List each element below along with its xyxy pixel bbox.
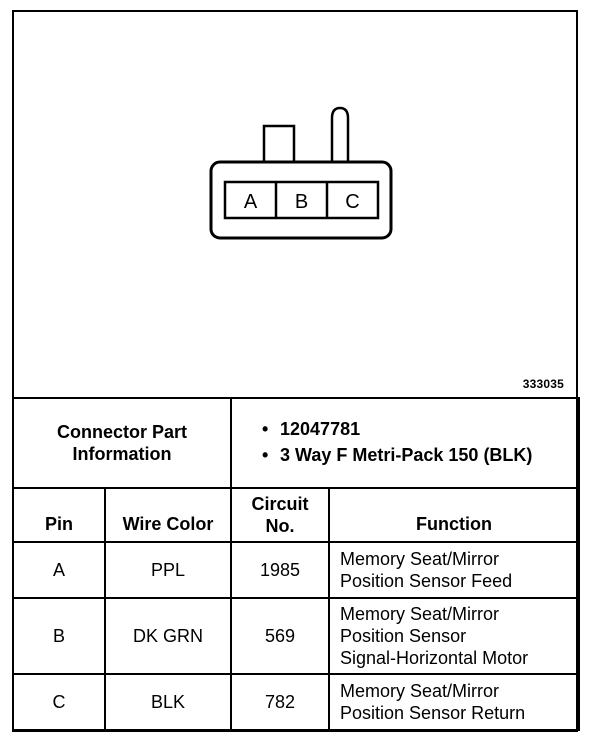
wire-color-header: Wire Color: [105, 488, 231, 542]
table-row: [13, 542, 579, 598]
table-row: [13, 674, 579, 730]
figure-number: 333035: [522, 377, 564, 391]
table-row: [13, 598, 579, 674]
circuit-cell: 569: [231, 598, 329, 674]
header-row: [13, 488, 579, 542]
cavity-label-c: C: [345, 191, 360, 213]
connector-illustration: [14, 12, 576, 398]
part-number: • 12047781: [262, 418, 572, 440]
cavity-label-a: A: [243, 191, 258, 213]
pin-cell: B: [13, 598, 105, 674]
diagram-frame: [12, 10, 578, 732]
connector-type: • 3 Way F Metri-Pack 150 (BLK): [262, 444, 572, 466]
function-cell: Memory Seat/Mirror Position Sensor Signal-Horizontal Motor: [329, 598, 579, 674]
part-info-row: [13, 398, 579, 488]
pin-cell: A: [13, 542, 105, 598]
circuit-cell: 1985: [231, 542, 329, 598]
wire-color-cell: DK GRN: [105, 598, 231, 674]
connector-key-tab: [264, 126, 294, 162]
part-info-label: Connector Part Information: [13, 398, 231, 488]
wire-color-cell: BLK: [105, 674, 231, 730]
cavity-label-b: B: [294, 191, 309, 213]
circuit-cell: 782: [231, 674, 329, 730]
pin-header: Pin: [13, 488, 105, 542]
function-cell: Memory Seat/Mirror Position Sensor Return: [329, 674, 579, 730]
circuit-header: Circuit No.: [231, 488, 329, 542]
function-cell: Memory Seat/Mirror Position Sensor Feed: [329, 542, 579, 598]
pinout-table: [12, 397, 580, 731]
pin-cell: C: [13, 674, 105, 730]
wire-color-cell: PPL: [105, 542, 231, 598]
connector-lock-tab: [332, 108, 348, 162]
part-info-list: [231, 398, 579, 488]
function-header: Function: [329, 488, 579, 542]
